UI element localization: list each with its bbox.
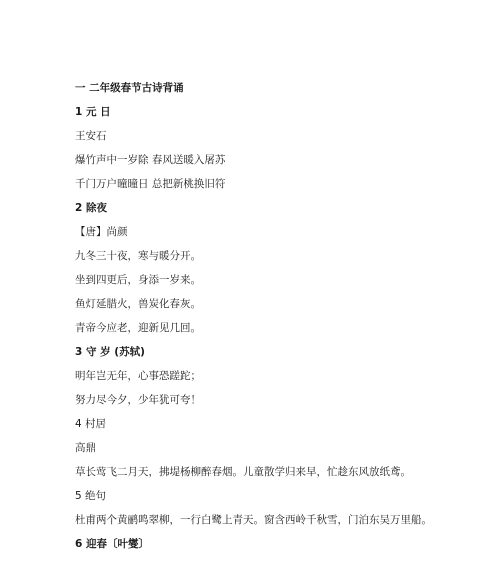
poem-line: 鱼灯延腊火，兽炭化春灰。 [75, 298, 201, 310]
poem-line: 青帝今应老，迎新见几回。 [75, 322, 201, 334]
poem-line: 爆竹声中一岁除 春风送暖入屠苏 [75, 154, 226, 166]
poem-title: 6 迎春〔叶燮〕 [75, 538, 149, 550]
poem-author: 高鼎 [75, 442, 96, 454]
poem-title: 4 村居 [75, 418, 107, 430]
poem-title: 1 元 日 [75, 106, 111, 118]
poem-line: 杜甫两个黄鹂鸣翠柳，一行白鹭上青天。窗含西岭千秋雪，门泊东吴万里船。 [75, 514, 432, 526]
poem-line: 明年岂无年，心事恐蹉跎； [75, 370, 201, 382]
poem-line: 千门万户曈曈日 总把新桃换旧符 [75, 178, 226, 190]
poem-line: 草长莺飞二月天，拂堤杨柳醉春烟。儿童散学归来早，忙趁东风放纸鸢。 [75, 466, 411, 478]
poem-author: 【唐】尚颜 [75, 226, 128, 238]
poem-line: 坐到四更后，身添一岁来。 [75, 274, 201, 286]
section-heading: 一 二年级春节古诗背诵 [75, 82, 184, 94]
poem-title: 5 绝句 [75, 490, 107, 502]
poem-title: 2 除夜 [75, 202, 107, 214]
poem-author: 王安石 [75, 130, 107, 142]
poem-line: 努力尽今夕，少年犹可夸！ [75, 394, 201, 406]
poem-title: 3 守 岁 (苏轼) [75, 346, 145, 358]
poem-line: 九冬三十夜，寒与暖分开。 [75, 250, 201, 262]
